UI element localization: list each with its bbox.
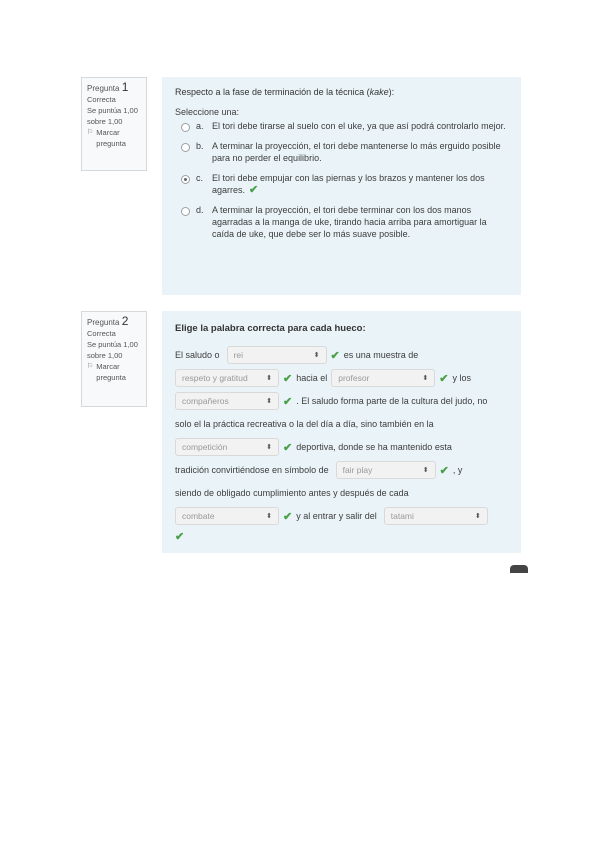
question-prompt: Respecto a la fase de terminación de la técnica (kake):: [175, 87, 395, 97]
gap-select-3[interactable]: profesor ⬍: [331, 369, 435, 387]
text-line: El saludo o rei ⬍ ✔ es una muestra de: [175, 344, 508, 366]
select-one-label: Seleccione una:: [175, 107, 240, 117]
answer-option-b[interactable]: b. A terminar la proyección, el tori debe mantenerse lo más erguido posible para no perder el equilibrio.: [175, 140, 508, 164]
correct-check-icon: ✔: [283, 372, 293, 385]
select-arrow-icon: ⬍: [422, 467, 429, 474]
text-line: [175, 528, 508, 544]
correct-check-icon: ✔: [330, 349, 340, 362]
answer-option-d[interactable]: d. A terminar la proyección, el tori debe terminar con los dos manos agarradas a la manga de uke, tirando hacia arriba para amortiguar la caída de uke, que debe ser lo más suave posible.: [175, 204, 508, 240]
correct-check-icon: ✔: [439, 372, 449, 385]
text-line: combate ⬍ ✔ y al entrar y salir del tatami ⬍: [175, 505, 508, 527]
correct-check-icon: ✔: [283, 510, 293, 523]
select-arrow-icon: ⬍: [266, 398, 272, 405]
correct-check-icon: ✔: [283, 395, 293, 408]
select-arrow-icon: ⬍: [266, 444, 272, 451]
answer-option-c[interactable]: c. El tori debe empujar con las piernas y los brazos y mantener los dos agarres. ✔: [175, 172, 508, 196]
gap-select-1[interactable]: rei ⬍: [227, 346, 327, 364]
flag-question-link[interactable]: ⚐ Marcar pregunta: [87, 362, 126, 382]
question-prompt: Elige la palabra correcta para cada hueco:: [175, 323, 366, 334]
select-arrow-icon: ⬍: [422, 375, 429, 382]
flag-icon: ⚐: [87, 363, 94, 370]
text-line: solo el la práctica recreativa o la del día a día, sino también en la: [175, 419, 434, 429]
gap-select-6[interactable]: fair play ⬍: [336, 461, 436, 479]
select-arrow-icon: ⬍: [313, 352, 320, 359]
flag-question-link[interactable]: ⚐ Marcar pregunta: [87, 128, 126, 148]
gap-select-2[interactable]: respeto y gratitud ⬍: [175, 369, 279, 387]
select-arrow-icon: ⬍: [266, 375, 272, 382]
gap-select-4[interactable]: compañeros ⬍: [175, 392, 279, 410]
gap-select-7[interactable]: combate ⬍: [175, 507, 279, 525]
question-2-content: [162, 311, 521, 553]
radio-button-selected[interactable]: [181, 175, 190, 184]
radio-button[interactable]: [181, 123, 190, 132]
select-arrow-icon: ⬍: [266, 513, 272, 520]
question-number: Pregunta 2: [87, 314, 129, 328]
question-2-info: [81, 311, 147, 407]
gap-select-5[interactable]: competición ⬍: [175, 438, 279, 456]
correct-check-icon: ✔: [283, 441, 293, 454]
question-number: Pregunta 1: [87, 80, 129, 94]
radio-button[interactable]: [181, 207, 190, 216]
text-line: siendo de obligado cumplimiento antes y después de cada: [175, 488, 409, 498]
text-line: respeto y gratitud ⬍ ✔ hacia el profesor ⬍ ✔ y los: [175, 367, 508, 389]
question-1-info: [81, 77, 147, 171]
correct-check-icon: ✔: [175, 530, 185, 543]
correct-check-icon: ✔: [439, 464, 449, 477]
question-score: Se puntúa 1,00 sobre 1,00: [87, 106, 138, 126]
scroll-to-top-button[interactable]: [510, 565, 528, 573]
text-line: tradición convirtiéndose en símbolo de fair play ⬍ ✔ , y: [175, 459, 508, 481]
question-state: Correcta: [87, 95, 116, 104]
question-1-content: [162, 77, 521, 295]
select-arrow-icon: ⬍: [474, 513, 481, 520]
answer-option-a[interactable]: a. El tori debe tirarse al suelo con el uke, ya que así podrá controlarlo mejor.: [175, 120, 508, 132]
flag-icon: ⚐: [87, 129, 94, 136]
text-line: competición ⬍ ✔ deportiva, donde se ha mantenido esta: [175, 436, 508, 458]
text-line: compañeros ⬍ ✔ . El saludo forma parte de la cultura del judo, no: [175, 390, 508, 412]
correct-check-icon: ✔: [249, 184, 259, 196]
radio-button[interactable]: [181, 143, 190, 152]
question-score: Se puntúa 1,00 sobre 1,00: [87, 340, 138, 360]
gap-select-8[interactable]: tatami ⬍: [384, 507, 488, 525]
question-state: Correcta: [87, 329, 116, 338]
